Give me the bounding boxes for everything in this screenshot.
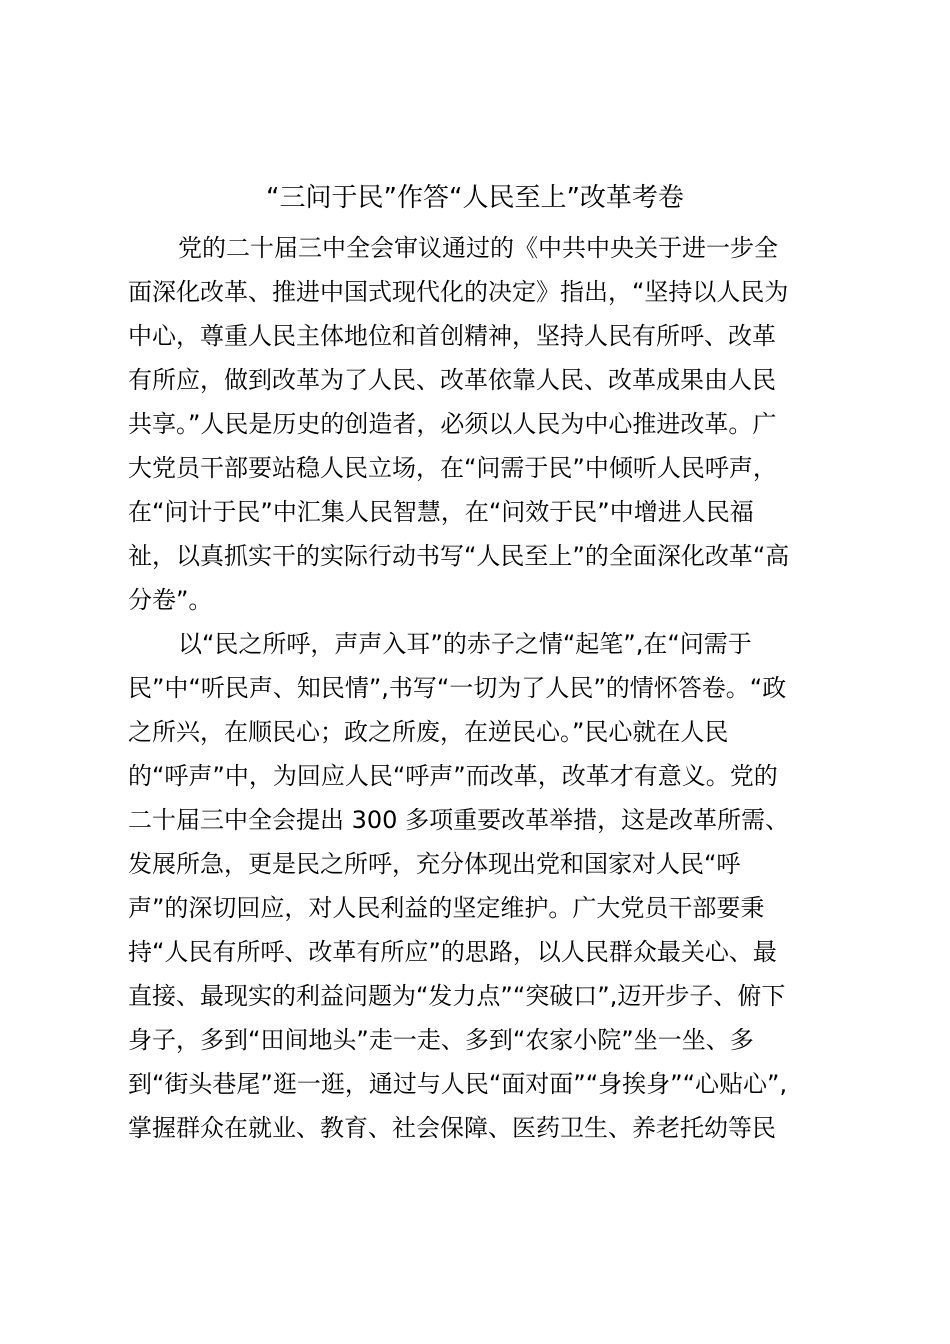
paragraph-2 (128, 622, 848, 1150)
text-line: 在“问计于民”中汇集人民智慧，在“问效于民”中增进人民福 (128, 498, 754, 526)
text-line: 发展所急，更是民之所呼，充分体现出党和国家对人民“呼 (128, 850, 741, 878)
text-line: 有所应，做到改革为了人民、改革依靠人民、改革成果由人民 (128, 366, 776, 394)
text-line: 民”中“听民声、知民情”,书写“一切为了人民”的情怀答卷。“政 (128, 674, 787, 702)
text-line: 面深化改革、推进中国式现代化的决定》指出，“坚持以人民为 (128, 278, 789, 306)
text-line: 二十届三中全会提出 300 多项重要改革举措，这是改革所需、 (128, 806, 790, 834)
text-line: 祉，以真抓实干的实际行动书写“人民至上”的全面深化改革“高 (128, 542, 790, 570)
text-line: 掌握群众在就业、教育、社会保障、医药卫生、养老托幼等民 (128, 1114, 776, 1142)
text-line: 直接、最现实的利益问题为“发力点”“突破口”,迈开步子、俯下 (128, 982, 786, 1010)
paragraph-1 (128, 226, 848, 622)
text-line: 身子，多到“田间地头”走一走、多到“农家小院”坐一坐、多 (128, 1026, 754, 1054)
text-line: 大党员干部要站稳人民立场，在“问需于民”中倾听人民呼声， (128, 454, 777, 482)
text-line: 持“人民有所呼、改革有所应”的思路，以人民群众最关心、最 (128, 938, 777, 966)
text-line: 到“街头巷尾”逛一逛，通过与人民“面对面”“身挨身”“心贴心”, (128, 1070, 788, 1098)
text-line: 中心，尊重人民主体地位和首创精神，坚持人民有所呼、改革 (128, 322, 776, 350)
text-line: 的“呼声”中，为回应人民“呼声”而改革，改革才有意义。党的 (128, 762, 778, 790)
text-line: 声”的深切回应，对人民利益的坚定维护。广大党员干部要秉 (128, 894, 765, 922)
text-line: 党的二十届三中全会审议通过的《中共中央关于进一步全 (178, 234, 778, 262)
document-title: “三问于民”作答“人民至上”改革考卷 (266, 183, 684, 213)
text-line: 以“民之所呼，声声入耳”的赤子之情“起笔”,在“问需于 (178, 630, 752, 658)
document-body (128, 226, 848, 1150)
text-line: 分卷”。 (128, 586, 213, 614)
text-line: 共享。”人民是历史的创造者，必须以人民为中心推进改革。广 (128, 410, 777, 438)
text-line: 之所兴，在顺民心；政之所废，在逆民心。”民心就在人民 (128, 718, 729, 746)
